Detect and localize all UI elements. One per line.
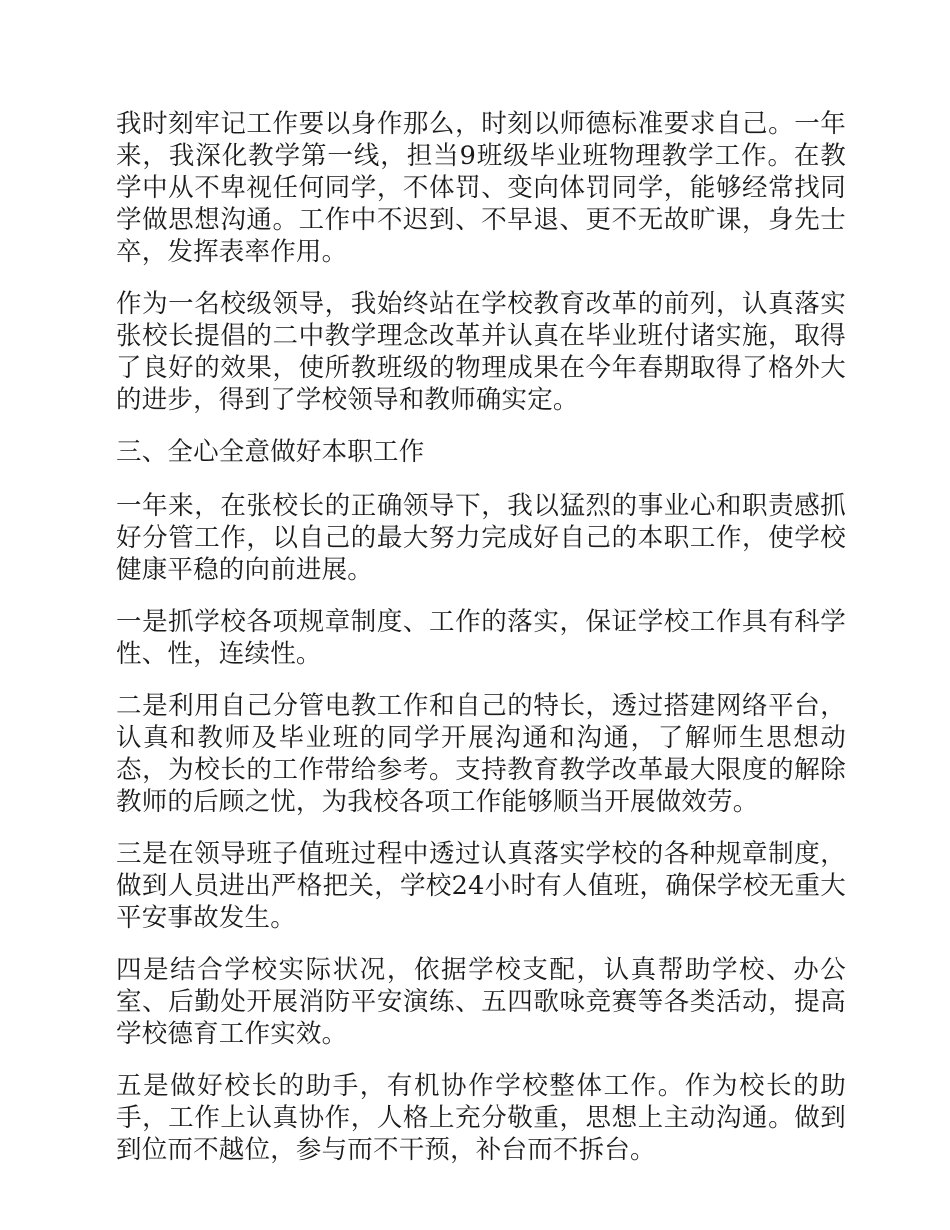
paragraph: 三是在领导班子值班过程中透过认真落实学校的各种规章制度，做到人员进出严格把关，学校24小时有人值班，确保学校无重大平安事故发生。 bbox=[116, 839, 846, 933]
paragraph: 一年来，在张校长的正确领导下，我以猛烈的事业心和职责感抓好分管工作，以自己的最大努力完成好自己的本职工作，使学校健康平稳的向前进展。 bbox=[116, 491, 846, 585]
paragraph: 四是结合学校实际状况，依据学校支配，认真帮助学校、办公室、后勤处开展消防平安演练、五四歌咏竞赛等各类活动，提高学校德育工作实效。 bbox=[116, 955, 846, 1049]
document-body bbox=[116, 108, 846, 1186]
paragraph: 作为一名校级领导，我始终站在学校教育改革的前列，认真落实张校长提倡的二中教学理念改革并认真在毕业班付诸实施，取得了良好的效果，使所教班级的物理成果在今年春期取得了格外大的进步，得到了学校领导和教师确实定。 bbox=[116, 289, 846, 415]
paragraph: 我时刻牢记工作要以身作那么，时刻以师德标准要求自己。一年来，我深化教学第一线，担当9班级毕业班物理教学工作。在教学中从不卑视任何同学，不体罚、变向体罚同学，能够经常找同学做思想沟通。工作中不迟到、不早退、更不无故旷课，身先士卒，发挥表率作用。 bbox=[116, 109, 846, 267]
paragraph: 二是利用自己分管电教工作和自己的特长，透过搭建网络平台，认真和教师及毕业班的同学开展沟通和沟通，了解师生思想动态，为校长的工作带给参考。支持教育教学改革最大限度的解除教师的后顾之忧，为我校各项工作能够顺当开展做效劳。 bbox=[116, 691, 846, 817]
paragraph: 五是做好校长的助手，有机协作学校整体工作。作为校长的助手，工作上认真协作，人格上充分敬重，思想上主动沟通。做到到位而不越位，参与而不干预，补台而不拆台。 bbox=[116, 1071, 846, 1165]
section-heading: 三、全心全意做好本职工作 bbox=[116, 437, 425, 467]
paragraph: 一是抓学校各项规章制度、工作的落实，保证学校工作具有科学性、性，连续性。 bbox=[116, 607, 846, 669]
